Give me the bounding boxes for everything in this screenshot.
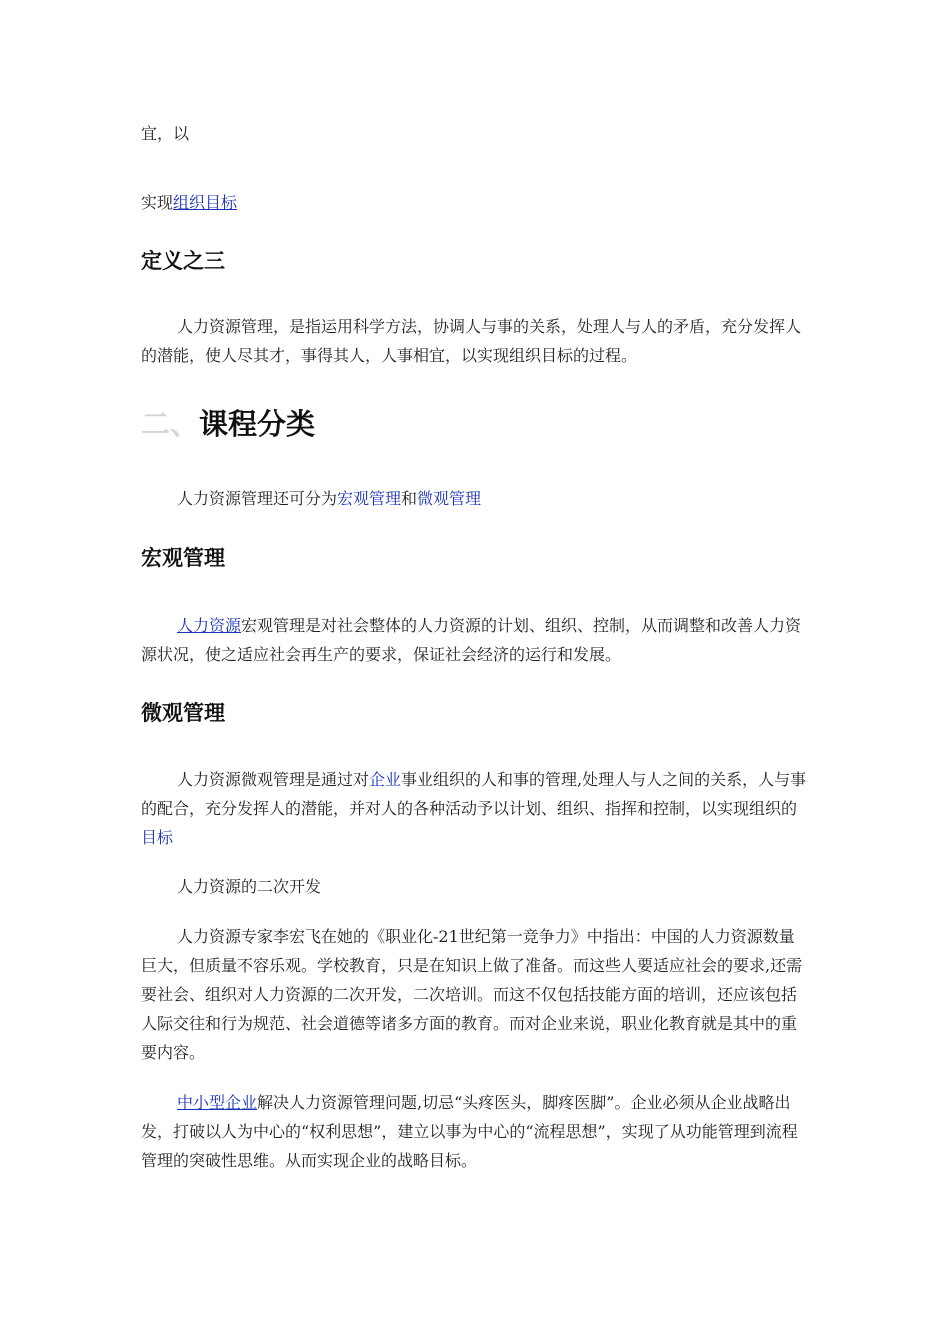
paragraph-secondary-dev-title: 人力资源的二次开发 <box>177 877 322 896</box>
paragraph-course-intro: 人力资源管理还可分为宏观管理和微观管理 <box>177 489 482 508</box>
paragraph-micro: 人力资源微观管理是通过对企业事业组织的人和事的管理,处理人与人之间的关系，人与事的配合，充分发挥人的潜能，并对人的各种活动予以计划、组织、指挥和控制，以实现组织的目标 <box>141 770 807 847</box>
link-sme[interactable]: 中小型企业 <box>177 1093 258 1112</box>
heading-section-2 <box>141 404 809 444</box>
link-organization-goal[interactable]: 组织目标 <box>173 193 238 212</box>
section-title: 课程分类 <box>199 407 316 441</box>
link-macro-management[interactable]: 宏观管理 <box>337 489 402 508</box>
link-micro-management[interactable]: 微观管理 <box>417 489 482 508</box>
link-goal[interactable]: 目标 <box>141 828 174 847</box>
paragraph-goal: 实现组织目标 <box>141 193 238 212</box>
paragraph-definition-3: 人力资源管理，是指运用科学方法，协调人与事的关系，处理人与人的矛盾，充分发挥人的潜能，使人尽其才，事得其人，人事相宜，以实现组织目标的过程。 <box>141 317 802 365</box>
paragraph-secondary-dev: 人力资源专家李宏飞在她的《职业化-21世纪第一竞争力》中指出：中国的人力资源数量巨大，但质量不容乐观。学校教育，只是在知识上做了准备。而这些人要适应社会的要求,还需要社会、组织对人力资源的二次开发，二次培训。而这不仅包括技能方面的培训，还应该包括人际交往和行为规范、社会道德等诸多方面的教育。而对企业来说，职业化教育就是其中的重要内容。 <box>141 927 803 1062</box>
paragraph-sme: 中小型企业解决人力资源管理问题,切忌“头疼医头，脚疼医脚”。企业必须从企业战略出发，打破以人为中心的“权利思想”，建立以事为中心的“流程思想”，实现了从功能管理到流程管理的突破性思维。从而实现企业的战略目标。 <box>141 1093 798 1170</box>
section-number: 二、 <box>141 407 200 441</box>
heading-definition-3: 定义之三 <box>141 249 225 273</box>
link-human-resources[interactable]: 人力资源 <box>177 616 242 635</box>
paragraph-fragment: 宜，以 <box>141 124 190 143</box>
heading-micro: 微观管理 <box>141 701 225 725</box>
paragraph-macro: 人力资源宏观管理是对社会整体的人力资源的计划、组织、控制，从而调整和改善人力资源状况，使之适应社会再生产的要求，保证社会经济的运行和发展。 <box>141 616 802 664</box>
heading-macro: 宏观管理 <box>141 546 225 570</box>
link-enterprise[interactable]: 企业 <box>369 770 402 789</box>
